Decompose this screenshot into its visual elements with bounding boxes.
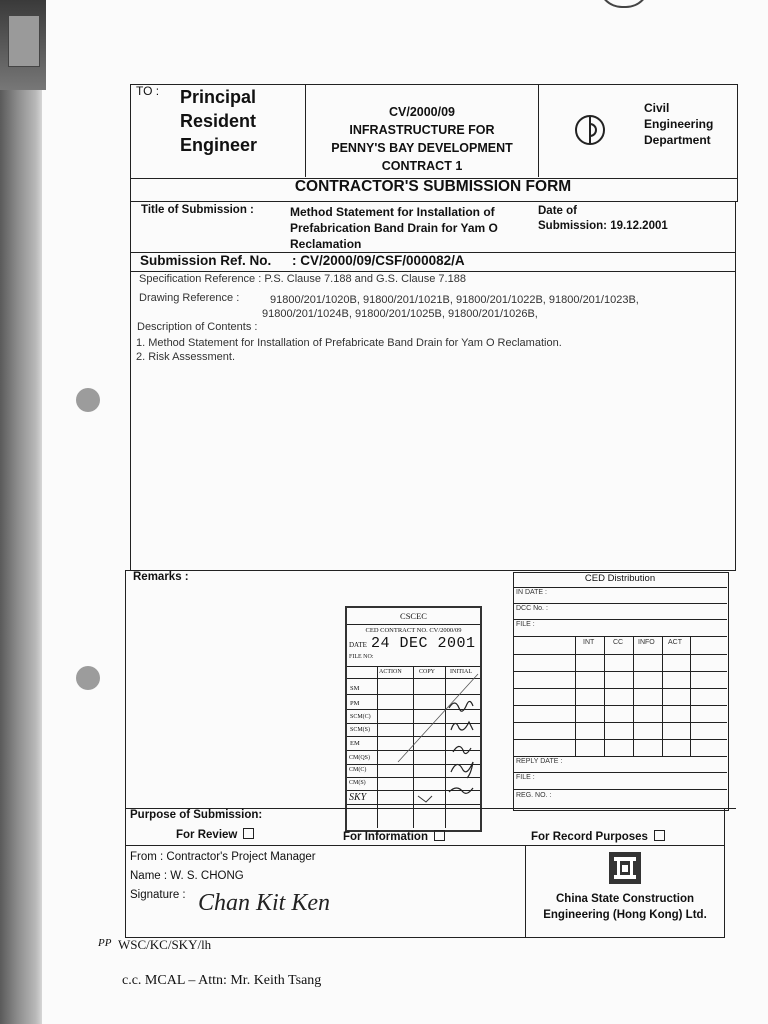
stamp-row-scmc: SCM(C) bbox=[350, 714, 371, 720]
for-record-label: For Record Purposes bbox=[531, 831, 648, 843]
date-of-submission-label: Date of bbox=[538, 205, 577, 217]
stamp-col-copy: COPY bbox=[419, 669, 436, 675]
signature: Chan Kit Ken bbox=[198, 890, 331, 916]
title-of-submission-label: Title of Submission : bbox=[141, 204, 254, 216]
for-review-label: For Review bbox=[176, 829, 238, 841]
contract-title bbox=[306, 103, 538, 175]
submission-ref-value: : CV/2000/09/CSF/000082/A bbox=[292, 253, 465, 268]
stamp-org: CSCEC bbox=[400, 611, 427, 621]
contract-line: INFRASTRUCTURE FOR bbox=[349, 123, 495, 137]
dcc-no-label: DCC No. : bbox=[516, 605, 548, 612]
contract-line: CV/2000/09 bbox=[388, 105, 456, 119]
stamp-date-value: 24 DEC 2001 bbox=[371, 635, 476, 652]
binder-clip bbox=[8, 15, 40, 67]
company-line: Engineering (Hong Kong) Ltd. bbox=[543, 909, 707, 921]
col-act: ACT bbox=[668, 639, 682, 646]
company-name bbox=[526, 891, 724, 923]
stamp-row-cms: CM(S) bbox=[349, 780, 366, 786]
file-label: FILE : bbox=[516, 621, 535, 628]
contract-line: PENNY'S BAY DEVELOPMENT bbox=[331, 141, 513, 155]
stamp-row-scms: SCM(S) bbox=[350, 727, 371, 733]
for-record-option[interactable] bbox=[531, 830, 665, 843]
department-line: Department bbox=[644, 133, 711, 147]
specification-reference: Specification Reference : P.S. Clause 7.188 and G.S. Clause 7.188 bbox=[139, 273, 466, 285]
addressee bbox=[180, 85, 257, 157]
reg-no-label: REG. NO. : bbox=[516, 792, 552, 799]
for-information-label: For Information bbox=[343, 831, 428, 843]
contents-item: 2. Risk Assessment. bbox=[136, 351, 236, 363]
contract-line: CONTRACT 1 bbox=[381, 159, 463, 173]
ced-distribution-title: CED Distribution bbox=[584, 573, 656, 584]
ced-logo-icon bbox=[574, 114, 606, 146]
reply-date-label: REPLY DATE : bbox=[516, 758, 563, 765]
stamp-row-sky: SKY bbox=[349, 792, 367, 803]
file-label-2: FILE : bbox=[516, 774, 535, 781]
col-int: INT bbox=[583, 639, 595, 646]
signature-label: Signature : bbox=[130, 889, 186, 901]
title-line: Prefabrication Band Drain for Yam O bbox=[290, 221, 498, 235]
addressee-line: Principal bbox=[180, 87, 257, 107]
stamp-contract: CED CONTRACT NO. CV/2000/09 bbox=[365, 627, 462, 634]
for-information-checkbox[interactable] bbox=[434, 830, 445, 841]
in-date-label: IN DATE : bbox=[516, 589, 547, 596]
addressee-line: Resident bbox=[180, 111, 257, 131]
top-ring-mark bbox=[598, 0, 650, 8]
for-record-checkbox[interactable] bbox=[654, 830, 665, 841]
submission-ref-label: Submission Ref. No. bbox=[140, 253, 272, 268]
department-name bbox=[644, 100, 713, 148]
pp-mark: PP bbox=[98, 937, 112, 949]
contents-item: 1. Method Statement for Installation of Prefabricate Band Drain for Yam O Reclamation. bbox=[136, 337, 562, 349]
punch-hole-upper bbox=[76, 388, 100, 412]
stamp-col-initial: INITIAL bbox=[450, 669, 472, 675]
description-of-contents-label: Description of Contents : bbox=[137, 321, 258, 333]
stamp-file-no: FILE NO: bbox=[349, 654, 374, 660]
name-line: Name : W. S. CHONG bbox=[130, 870, 244, 882]
stamp-row-sm: SM bbox=[350, 685, 360, 692]
stamp-row-pm: PM bbox=[350, 700, 360, 707]
purpose-label: Purpose of Submission: bbox=[130, 809, 263, 821]
reference-initials: WSC/KC/SKY/lh bbox=[118, 937, 212, 952]
date-of-submission-value: Submission: 19.12.2001 bbox=[538, 220, 668, 232]
cscec-logo-icon bbox=[609, 852, 641, 884]
drawing-reference-line: 91800/201/1020B, 91800/201/1021B, 91800/201/1022B, 91800/201/1023B, bbox=[270, 294, 639, 306]
title-line: Reclamation bbox=[290, 237, 362, 251]
for-review-checkbox[interactable] bbox=[243, 828, 254, 839]
company-line: China State Construction bbox=[555, 893, 694, 905]
remarks-label: Remarks : bbox=[133, 571, 189, 583]
drawing-reference-line: 91800/201/1024B, 91800/201/1025B, 91800/201/1026B, bbox=[262, 308, 538, 320]
stamp-row-cmqs: CM(QS) bbox=[349, 755, 371, 761]
stamp-col-action: ACTION bbox=[379, 669, 402, 675]
stamp-row-cmc: CM(C) bbox=[349, 767, 367, 773]
stamp-date-label: DATE bbox=[349, 641, 367, 649]
drawing-reference-label: Drawing Reference : bbox=[139, 292, 240, 304]
punch-hole-lower bbox=[76, 666, 100, 690]
for-information-option[interactable] bbox=[343, 830, 445, 843]
to-label: TO : bbox=[136, 84, 160, 98]
col-cc: CC bbox=[613, 639, 624, 646]
addressee-line: Engineer bbox=[180, 135, 258, 155]
stamp-row-em: EM bbox=[350, 740, 360, 747]
title-of-submission-value bbox=[290, 204, 498, 252]
from-line: From : Contractor's Project Manager bbox=[130, 851, 316, 863]
cc-line: c.c. MCAL – Attn: Mr. Keith Tsang bbox=[122, 973, 322, 988]
title-line: Method Statement for Installation of bbox=[290, 205, 495, 219]
department-line: Engineering bbox=[644, 117, 714, 131]
department-line: Civil bbox=[644, 101, 670, 115]
form-title: CONTRACTOR'S SUBMISSION FORM bbox=[294, 178, 572, 195]
pen-strokes bbox=[388, 672, 498, 812]
col-info: INFO bbox=[638, 639, 655, 646]
for-review-option[interactable] bbox=[176, 828, 254, 841]
binder-clip-area bbox=[0, 0, 46, 90]
binder-edge bbox=[0, 0, 42, 1024]
